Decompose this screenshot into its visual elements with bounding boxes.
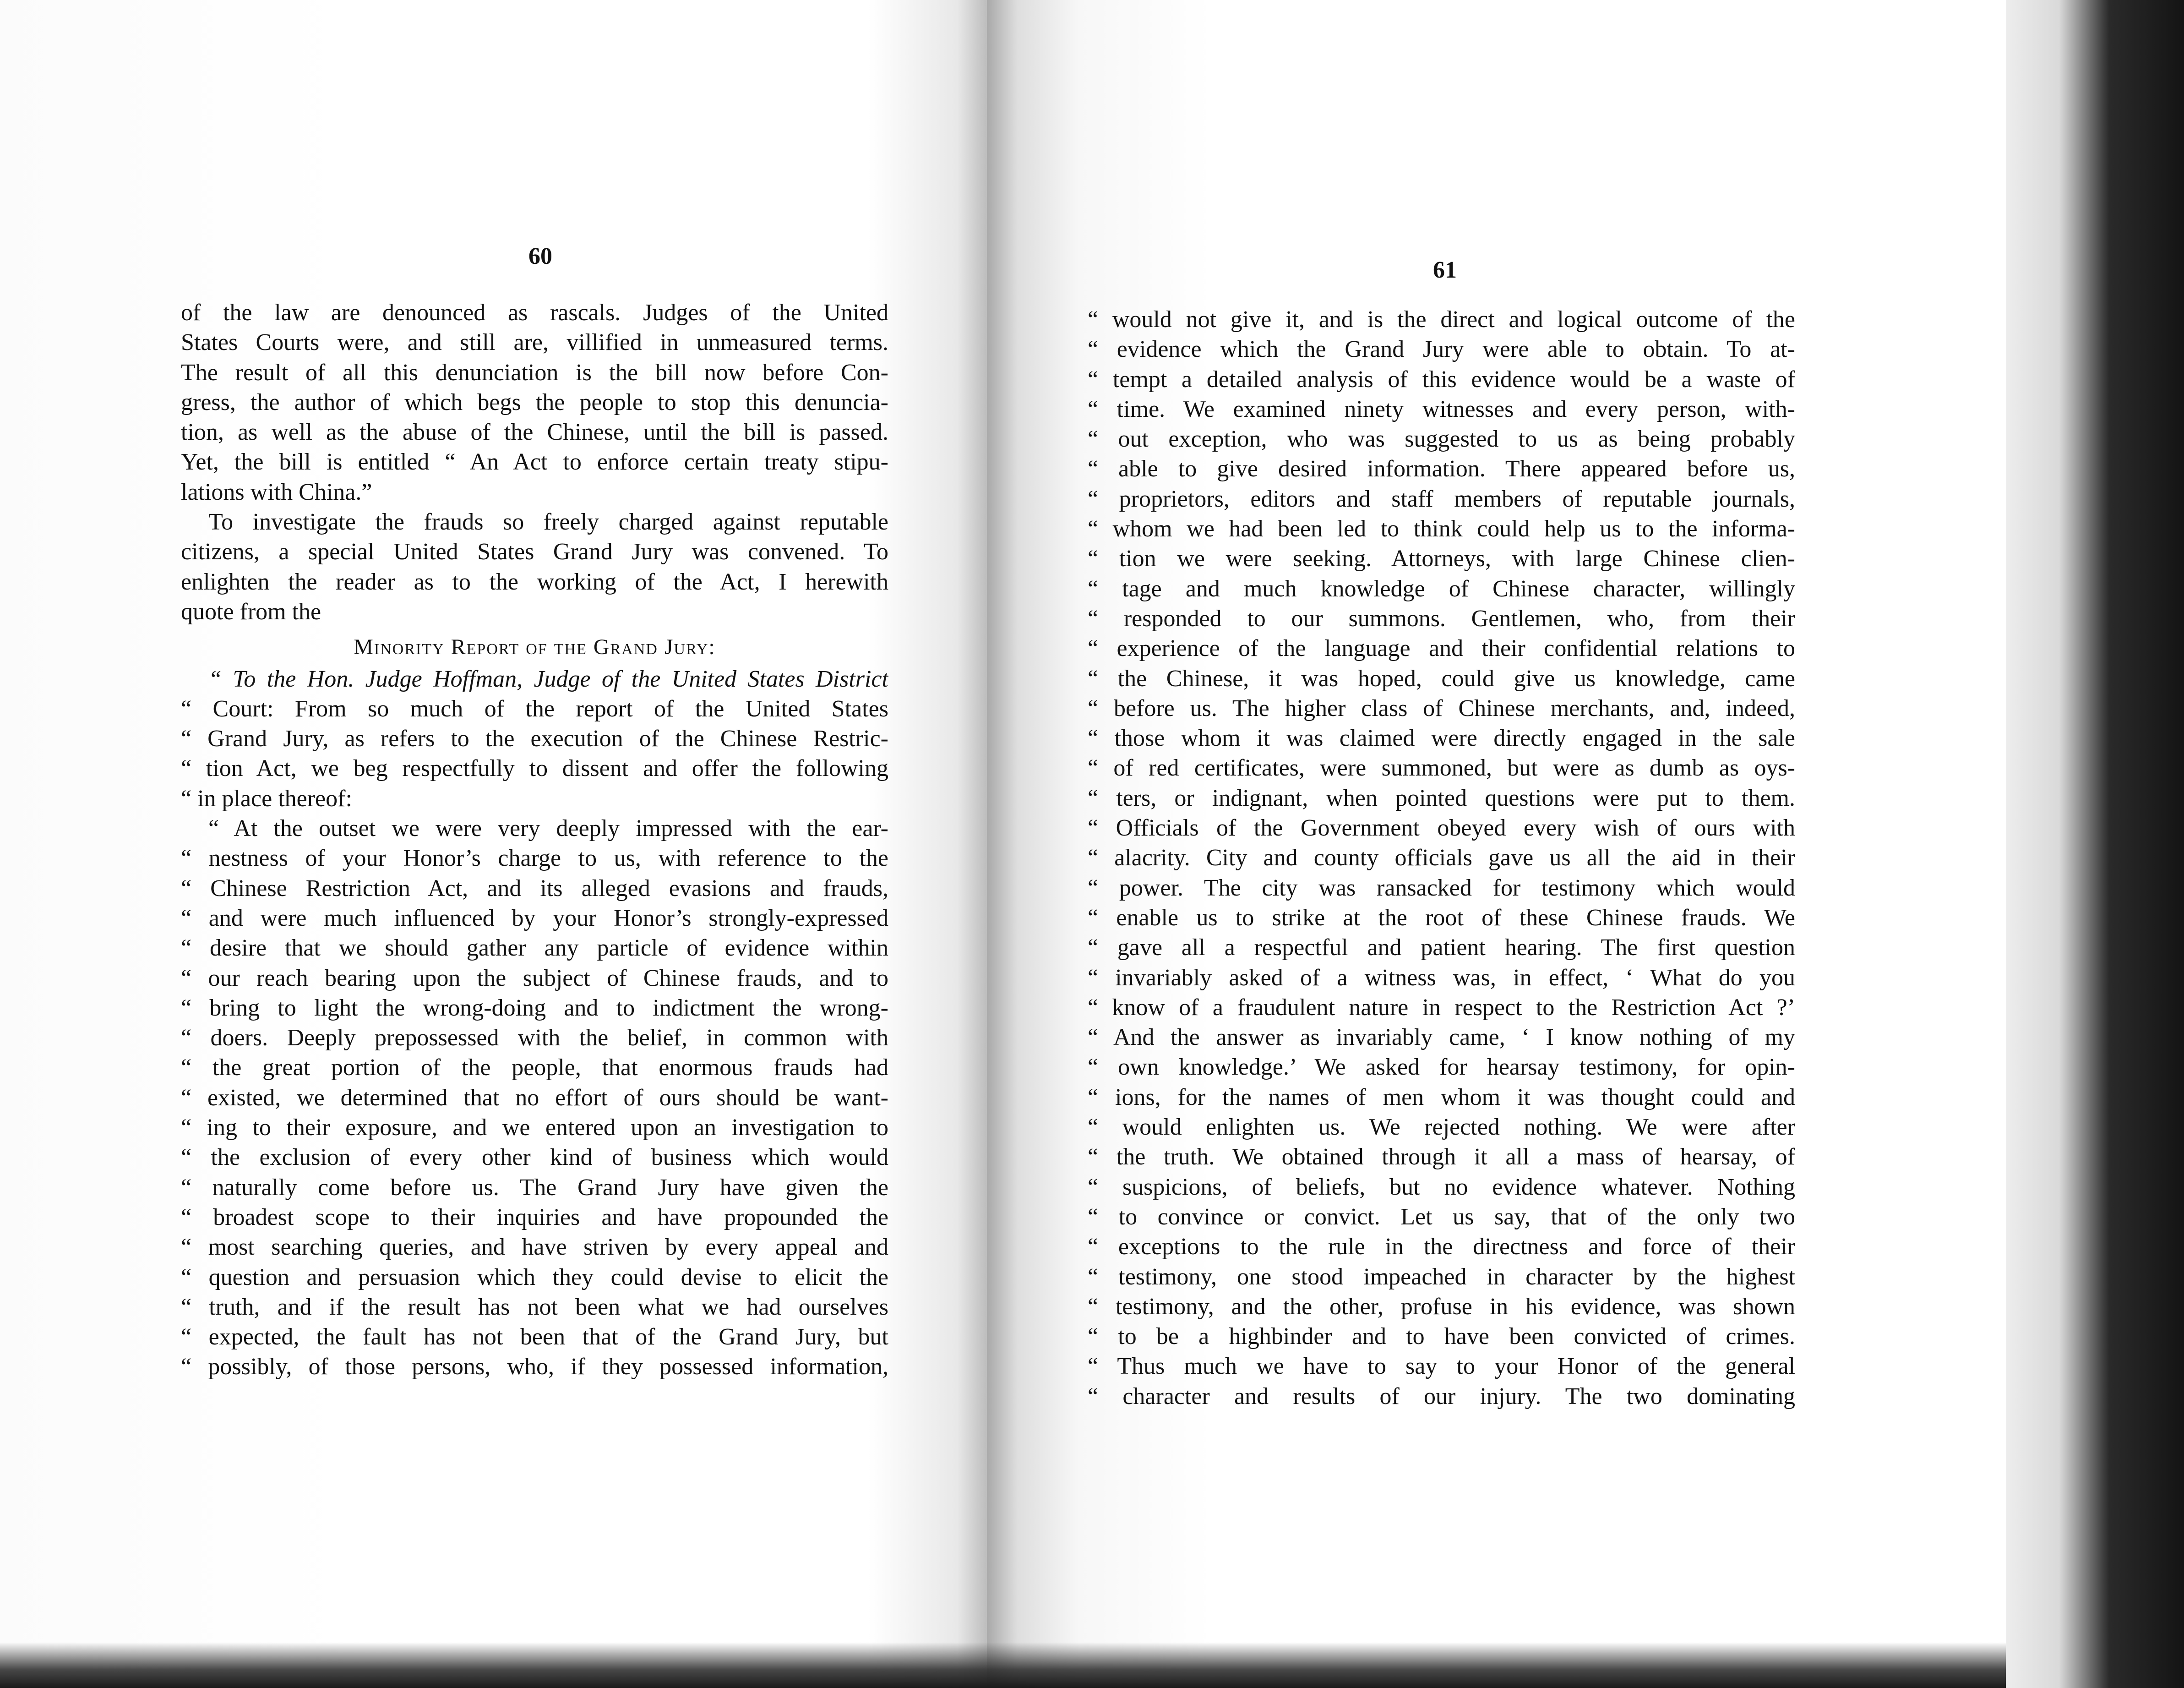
text-line: “ naturally come before us. The Grand Jury have given the bbox=[181, 1174, 888, 1201]
text-line: “ broadest scope to their inquiries and have propounded the bbox=[181, 1204, 888, 1230]
text-line: “ out exception, who was suggested to us as being probably bbox=[1088, 426, 1795, 453]
text-line: “ bring to light the wrong-doing and to indictment the wrong- bbox=[181, 994, 888, 1021]
text-line: “ of red certificates, were summoned, but were as dumb as oys- bbox=[1088, 755, 1795, 781]
text-line: “ question and persuasion which they could devise to elicit the bbox=[181, 1264, 888, 1290]
text-line: tion, as well as the abuse of the Chinese, until the bill is passed. bbox=[181, 419, 888, 446]
text-line: “ own knowledge.’ We asked for hearsay testimony, for opin- bbox=[1088, 1054, 1795, 1081]
section-heading: Minority Report of the Grand Jury: bbox=[354, 635, 716, 660]
text-line: “ ing to their exposure, and we entered upon an investigation to bbox=[181, 1114, 888, 1141]
text-line: “ Thus much we have to say to your Honor of the general bbox=[1088, 1353, 1795, 1380]
text-line: quote from the bbox=[181, 598, 321, 625]
right-page-number: 61 bbox=[1433, 257, 1457, 283]
text-line: of the law are denounced as rascals. Judges of the United bbox=[181, 300, 888, 326]
text-line: “ testimony, and the other, profuse in his evidence, was shown bbox=[1088, 1293, 1795, 1320]
text-line: “ gave all a respectful and patient hearing. The first question bbox=[1088, 934, 1795, 961]
text-line: “ Chinese Restriction Act, and its alleged evasions and frauds, bbox=[181, 875, 888, 901]
right-page-text bbox=[1088, 305, 1795, 1411]
text-line: “ our reach bearing upon the subject of Chinese frauds, and to bbox=[181, 965, 888, 991]
text-line: “ whom we had been led to think could help us to the informa- bbox=[1088, 516, 1795, 542]
text-line: enlighten the reader as to the working of the Act, I herewith bbox=[181, 568, 888, 595]
text-line: “ Officials of the Government obeyed every wish of ours with bbox=[1088, 815, 1795, 841]
text-line: “ power. The city was ransacked for testimony which would bbox=[1088, 874, 1795, 901]
text-line: “ Grand Jury, as refers to the execution of the Chinese Restric- bbox=[181, 726, 888, 752]
text-line: “ before us. The higher class of Chinese merchants, and, indeed, bbox=[1088, 695, 1795, 721]
text-line: “ able to give desired information. There appeared before us, bbox=[1088, 456, 1795, 482]
text-line: “ suspicions, of beliefs, but no evidence whatever. Nothing bbox=[1088, 1174, 1795, 1200]
text-line: “ ions, for the names of men whom it was thought could and bbox=[1088, 1084, 1795, 1110]
text-line: “ Court: From so much of the report of the United States bbox=[181, 695, 888, 722]
text-line: “ ters, or indignant, when pointed questions were put to them. bbox=[1088, 785, 1795, 811]
text-line: “ responded to our summons. Gentlemen, who, from their bbox=[1088, 605, 1795, 632]
text-line: “ exceptions to the rule in the directness and force of their bbox=[1088, 1234, 1795, 1260]
text-line: gress, the author of which begs the people to stop this denuncia- bbox=[181, 389, 888, 415]
text-line: “ alacrity. City and county officials gave us all the aid in their bbox=[1088, 845, 1795, 871]
text-line: “ to be a highbinder and to have been convicted of crimes. bbox=[1088, 1323, 1795, 1350]
text-line: lations with China.” bbox=[181, 479, 372, 505]
text-line: “ the great portion of the people, that enormous frauds had bbox=[181, 1054, 888, 1081]
text-line: “ the Chinese, it was hoped, could give us knowledge, came bbox=[1088, 665, 1795, 692]
text-line: “ And the answer as invariably came, ‘ I know nothing of my bbox=[1088, 1024, 1795, 1051]
text-line: “ character and results of our injury. The two dominating bbox=[1088, 1383, 1795, 1409]
text-line: The result of all this denunciation is the bill now before Con- bbox=[181, 359, 888, 386]
text-line: Yet, the bill is entitled “ An Act to enforce certain treaty stipu- bbox=[181, 449, 888, 475]
text-line: States Courts were, and still are, villified in unmeasured terms. bbox=[181, 329, 888, 356]
text-line: “ enable us to strike at the root of these Chinese frauds. We bbox=[1088, 904, 1795, 931]
text-line: To investigate the frauds so freely charged against reputable bbox=[208, 509, 888, 535]
text-line: “ possibly, of those persons, who, if they possessed information, bbox=[181, 1354, 888, 1380]
text-line: “ and were much influenced by your Honor’s strongly-expressed bbox=[181, 905, 888, 931]
text-line: “ evidence which the Grand Jury were able to obtain. To at- bbox=[1088, 336, 1795, 363]
text-line: “ experience of the language and their confidential relations to bbox=[1088, 635, 1795, 662]
text-line: “ proprietors, editors and staff members of reputable journals, bbox=[1088, 486, 1795, 512]
text-line: “ in place thereof: bbox=[181, 785, 352, 812]
text-line: “ those whom it was claimed were directly engaged in the sale bbox=[1088, 725, 1795, 752]
text-line: “ the truth. We obtained through it all a mass of hearsay, of bbox=[1088, 1144, 1795, 1170]
book-cover-edge bbox=[2006, 0, 2184, 1688]
text-line: “ To the Hon. Judge Hoffman, Judge of the United States District bbox=[208, 666, 888, 692]
text-line: “ nestness of your Honor’s charge to us, with reference to the bbox=[181, 845, 888, 872]
text-line: “ the exclusion of every other kind of business which would bbox=[181, 1144, 888, 1171]
text-line: “ existed, we determined that no effort of ours should be want- bbox=[181, 1084, 888, 1111]
text-line: “ tage and much knowledge of Chinese character, willingly bbox=[1088, 575, 1795, 602]
text-line: “ expected, the fault has not been that of the Grand Jury, but bbox=[181, 1324, 888, 1350]
bottom-shadow bbox=[0, 1642, 2006, 1688]
text-line: “ desire that we should gather any particle of evidence within bbox=[181, 935, 888, 961]
text-line: “ know of a fraudulent nature in respect to the Restriction Act ?’ bbox=[1088, 994, 1795, 1021]
text-line: “ At the outset we were very deeply impressed with the ear- bbox=[208, 815, 888, 842]
left-page-number: 60 bbox=[528, 243, 552, 269]
text-line: “ testimony, one stood impeached in character by the highest bbox=[1088, 1263, 1795, 1290]
text-line: “ to convince or convict. Let us say, that of the only two bbox=[1088, 1203, 1795, 1230]
text-line: “ tempt a detailed analysis of this evidence would be a waste of bbox=[1088, 366, 1795, 393]
text-line: “ truth, and if the result has not been what we had ourselves bbox=[181, 1294, 888, 1320]
text-line: citizens, a special United States Grand Jury was convened. To bbox=[181, 539, 888, 565]
text-line: “ would not give it, and is the direct and logical outcome of the bbox=[1088, 306, 1795, 333]
text-line: “ time. We examined ninety witnesses and every person, with- bbox=[1088, 396, 1795, 422]
text-line: “ tion we were seeking. Attorneys, with large Chinese clien- bbox=[1088, 546, 1795, 572]
text-line: “ doers. Deeply prepossessed with the belief, in common with bbox=[181, 1025, 888, 1051]
text-line: “ tion Act, we beg respectfully to dissent and offer the following bbox=[181, 755, 888, 782]
text-line: “ most searching queries, and have striven by every appeal and bbox=[181, 1234, 888, 1261]
text-line: “ would enlighten us. We rejected nothing. We were after bbox=[1088, 1114, 1795, 1141]
text-line: “ invariably asked of a witness was, in effect, ‘ What do you bbox=[1088, 964, 1795, 991]
left-page-text bbox=[181, 298, 888, 1382]
